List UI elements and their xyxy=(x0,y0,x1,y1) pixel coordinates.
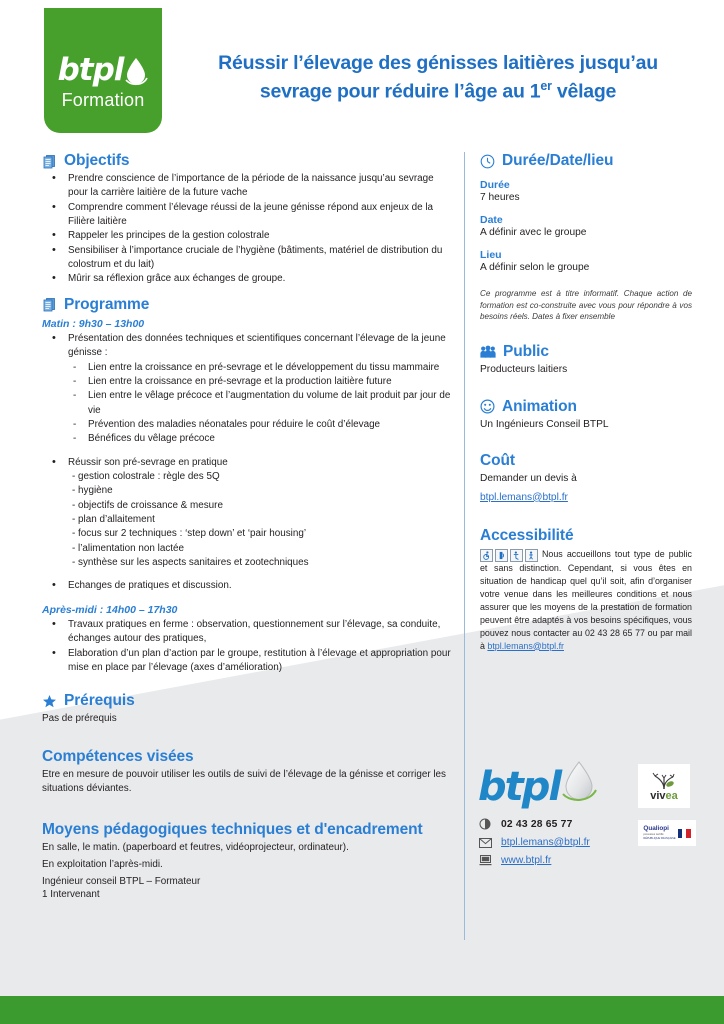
accessibilite-text: Nous accueillons tout type de public et sans distinction. Cependant, si vous êtes en situation de handicap quel qu’il soit, afin d’organiser votre venue dans les meilleures conditions et nous assurer que les moyens de la prestation de formation peuvent être adaptés à vos besoins spécifiques, vous pouvez nous contacter au 02 43 28 65 77 ou par mail à xyxy=(480,548,692,651)
sub-list-item: - focus sur 2 techniques : ‘step down’ et ‘pair housing’ xyxy=(72,528,307,540)
sub-list-item: - hygiène xyxy=(72,485,113,497)
list-item xyxy=(42,332,454,447)
list-item: • Prendre conscience de l’importance de la période de la naissance jusqu’au sevrage pour la carrière laitière de la future vache xyxy=(42,172,454,200)
section-heading-programme xyxy=(42,296,454,314)
phone-number: 02 43 28 65 77 xyxy=(501,818,573,830)
footer-btpl-logo xyxy=(478,758,597,810)
list-item: • Mûrir sa réflexion grâce aux échanges de groupe. xyxy=(42,272,454,286)
visual-icon xyxy=(510,549,523,562)
accessibility-icon-row xyxy=(480,549,538,562)
sub-list-item: - Lien entre la croissance en pré-sevrage et la production laitière future xyxy=(68,375,454,389)
right-column xyxy=(480,152,692,653)
page-title-line-1: Réussir l’élevage des génisses laitières jusqu’au xyxy=(218,52,658,74)
sub-list-item: - Bénéfices du vêlage précoce xyxy=(68,432,454,446)
lieu-value: A définir selon le groupe xyxy=(480,262,590,273)
animation-body: Un Ingénieurs Conseil BTPL xyxy=(480,418,609,430)
cout-body: Demander un devis à xyxy=(480,473,577,485)
qualiopi-name: Qualiopi xyxy=(643,825,669,833)
moyens-line: En salle, le matin. (paperboard et feutres, vidéoprojecteur, ordinateur). xyxy=(42,842,349,854)
list-item: • Elaboration d’un plan d’action par le groupe, restitution à l’élevage et appropriation pour mise en place par l’élevage (axes d’amélioration) xyxy=(42,647,454,675)
contact-row-website xyxy=(478,855,678,866)
vivea-badge xyxy=(638,764,690,808)
list-item: • Echanges de pratiques et discussion. xyxy=(42,579,454,593)
section-title-text: Accessibilité xyxy=(480,526,574,544)
list-item xyxy=(42,456,454,571)
people-group-icon xyxy=(480,345,496,359)
section-heading-animation xyxy=(480,398,692,416)
page-title-ordinal: er xyxy=(540,78,552,93)
footer-green-bar xyxy=(0,996,724,1024)
hearing-icon xyxy=(495,549,508,562)
section-heading-cout xyxy=(480,452,692,470)
page-title-line-2 xyxy=(180,78,696,106)
section-heading-public xyxy=(480,343,692,361)
programme-apresmidi-list xyxy=(42,618,454,675)
page-title-line-2b: vêlage xyxy=(551,80,617,103)
competences-body: Etre en mesure de pouvoir utiliser les outils de suivi de l’élevage de la génisse et corriger les situations déviantes. xyxy=(42,769,446,795)
logo-subtitle: Formation xyxy=(61,90,145,110)
programme-matin-sublist-1 xyxy=(68,361,454,447)
mental-icon xyxy=(525,549,538,562)
certification-badges xyxy=(638,764,696,846)
list-item: • Rappeler les principes de la gestion colostrale xyxy=(42,229,454,243)
phone-icon xyxy=(478,818,492,830)
section-title-text: Moyens pédagogiques techniques et d'encadrement xyxy=(42,821,423,839)
water-drop-icon xyxy=(124,56,148,86)
documents-icon xyxy=(42,154,57,169)
moyens-line: 1 Intervenant xyxy=(42,889,100,901)
sub-list-item: - Prévention des maladies néonatales pour réduire le coût d’élevage xyxy=(68,418,454,432)
accessibilite-email-link[interactable]: btpl.lemans@btpl.fr xyxy=(487,640,564,651)
section-title-text: Programme xyxy=(64,295,150,313)
documents-icon xyxy=(42,297,57,312)
moyens-line: En exploitation l’après-midi. xyxy=(42,859,163,871)
btpl-formation-logo xyxy=(44,8,162,133)
programme-matin-list xyxy=(42,332,454,594)
vivea-wordmark xyxy=(650,791,678,802)
section-title-text: Coût xyxy=(480,452,515,470)
programme-matin-label: Matin : 9h30 – 13h00 xyxy=(42,317,145,330)
envelope-icon xyxy=(478,838,492,848)
section-title-text: Durée/Date/lieu xyxy=(502,152,614,169)
vivea-text-part1: viv xyxy=(650,790,666,802)
sub-list-item: - plan d’allaitement xyxy=(72,513,155,525)
section-heading-prerequis xyxy=(42,692,454,710)
section-heading-objectifs xyxy=(42,152,454,170)
vivea-tree-icon xyxy=(651,770,677,790)
date-value: A définir avec le groupe xyxy=(480,227,587,238)
page-header xyxy=(0,0,724,140)
objectifs-list xyxy=(42,172,454,287)
section-heading-competences xyxy=(42,748,454,766)
qualiopi-republic-label: RÉPUBLIQUE FRANÇAISE xyxy=(643,836,676,840)
section-title-text: Objectifs xyxy=(64,152,130,169)
sub-list-item: - gestion colostrale : règle des 5Q xyxy=(72,470,220,482)
vivea-text-part2: ea xyxy=(665,790,678,802)
moyens-line: Ingénieur conseil BTPL – Formateur xyxy=(42,875,201,887)
section-title-text: Compétences visées xyxy=(42,748,194,766)
section-heading-accessibilite xyxy=(480,527,692,545)
sub-list-item: - Lien entre la croissance en pré-sevrage et le développement du tissu mammaire xyxy=(68,361,454,375)
qualiopi-subtitle: processus certifié xyxy=(643,832,664,836)
page-title-line-2a: sevrage pour réduire l’âge au 1 xyxy=(259,80,541,103)
star-icon xyxy=(42,694,57,709)
list-item: • Travaux pratiques en ferme : observation, questionnement sur l’élevage, sa conduite, échanges autour des pratiques, xyxy=(42,618,454,646)
list-item: • Comprendre comment l’élevage réussi de la jeune génisse répond aux enjeux de la Filière laitière xyxy=(42,201,454,229)
french-flag-icon xyxy=(678,829,691,838)
duree-value: 7 heures xyxy=(480,192,520,203)
list-item-text: Réussir son pré-sevrage en pratique xyxy=(68,456,228,468)
clock-icon xyxy=(480,154,495,169)
programme-matin-sublist-2 xyxy=(68,470,454,571)
logo-wordmark xyxy=(58,52,149,86)
prerequis-body: Pas de prérequis xyxy=(42,713,117,725)
left-column xyxy=(42,152,454,902)
accessibilite-body xyxy=(480,548,692,653)
list-item: • Sensibiliser à l’importance cruciale de l’hygiène (bâtiments, matériel de distribution du colostrum et du lait) xyxy=(42,244,454,272)
wheelchair-icon xyxy=(480,549,493,562)
date-label: Date xyxy=(480,214,503,226)
sub-list-item: - objectifs de croissance & mesure xyxy=(72,499,223,511)
section-heading-moyens xyxy=(42,821,454,839)
cout-email-link[interactable]: btpl.lemans@btpl.fr xyxy=(480,491,568,503)
sub-list-item: - synthèse sur les aspects sanitaires et zootechniques xyxy=(72,557,309,568)
footer-website-link[interactable]: www.btpl.fr xyxy=(501,855,552,866)
section-heading-duree xyxy=(480,152,692,170)
list-item-text: Présentation des données techniques et scientifiques concernant l’élevage de la jeune génisse : xyxy=(68,332,446,358)
sub-list-item: - l’alimentation non lactée xyxy=(72,542,184,554)
sub-list-item: - Lien entre le vêlage précoce et l’augmentation du volume de lait produit par jour de vie xyxy=(68,389,454,418)
column-divider xyxy=(464,152,465,940)
section-title-text: Public xyxy=(503,343,549,361)
programme-disclaimer: Ce programme est à titre informatif. Chaque action de formation est co-construite avec vous pour répondre à vos besoins réels. Dates à fixer ensemble xyxy=(480,289,692,322)
footer-logo-text: btpl xyxy=(478,764,561,810)
water-drop-icon xyxy=(561,758,597,804)
qualiopi-badge xyxy=(638,820,696,846)
qualiopi-text-block xyxy=(643,826,675,840)
footer-email-link[interactable]: btpl.lemans@btpl.fr xyxy=(501,837,590,848)
duree-label: Durée xyxy=(480,179,510,191)
page-title xyxy=(180,50,696,106)
public-body: Producteurs laitiers xyxy=(480,364,568,376)
background-bottom-band xyxy=(0,926,724,996)
section-title-text: Prérequis xyxy=(64,692,135,710)
computer-icon xyxy=(478,855,492,866)
logo-text: btpl xyxy=(57,52,124,88)
lieu-label: Lieu xyxy=(480,249,502,261)
section-title-text: Animation xyxy=(502,397,577,415)
smiley-icon xyxy=(480,399,495,414)
programme-apresmidi-label: Après-midi : 14h00 – 17h30 xyxy=(42,604,178,617)
